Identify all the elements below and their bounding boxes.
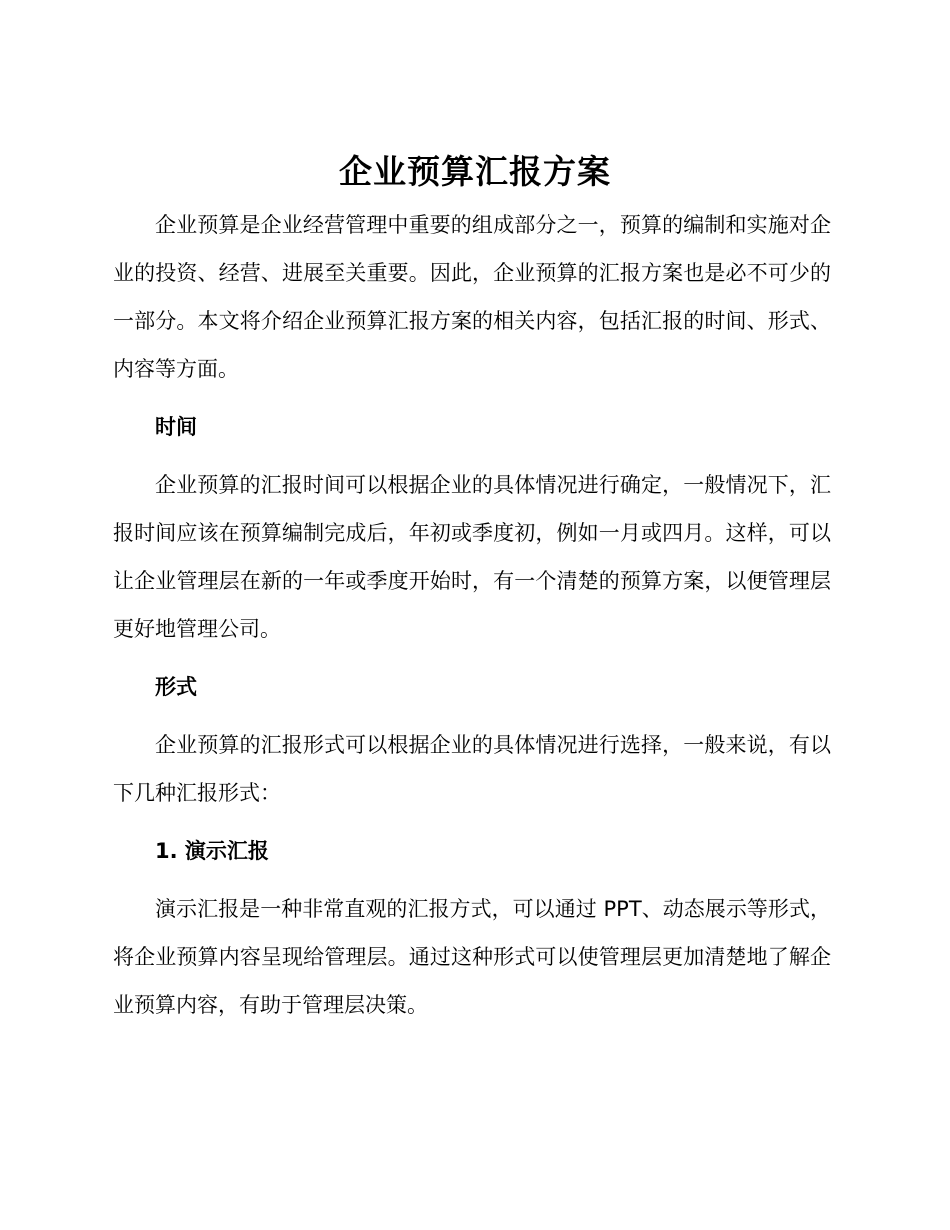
section-paragraph-form: 企业预算的汇报形式可以根据企业的具体情况进行选择，一般来说，有以下几种汇报形式： [113,733,831,805]
document-body [113,201,831,1029]
section-paragraph-time: 企业预算的汇报时间可以根据企业的具体情况进行确定，一般情况下，汇报时间应该在预算编制完成后，年初或季度初，例如一月或四月。这样，可以让企业管理层在新的一年或季度开始时，有一个清楚的预算方案，以便管理层更好地管理公司。 [113,473,831,641]
section-heading-time: 时间 [155,415,197,439]
document-title: 企业预算汇报方案 [339,152,611,191]
section-heading-presentation: 1. 演示汇报 [155,839,269,863]
intro-paragraph: 企业预算是企业经营管理中重要的组成部分之一，预算的编制和实施对企业的投资、经营、进展至关重要。因此，企业预算的汇报方案也是必不可少的一部分。本文将介绍企业预算汇报方案的相关内容，包括汇报的时间、形式、内容等方面。 [113,213,831,381]
section-paragraph-presentation: 演示汇报是一种非常直观的汇报方式，可以通过 PPT、动态展示等形式，将企业预算内容呈现给管理层。通过这种形式可以使管理层更加清楚地了解企业预算内容，有助于管理层决策。 [113,897,831,1017]
section-heading-form: 形式 [155,675,197,699]
